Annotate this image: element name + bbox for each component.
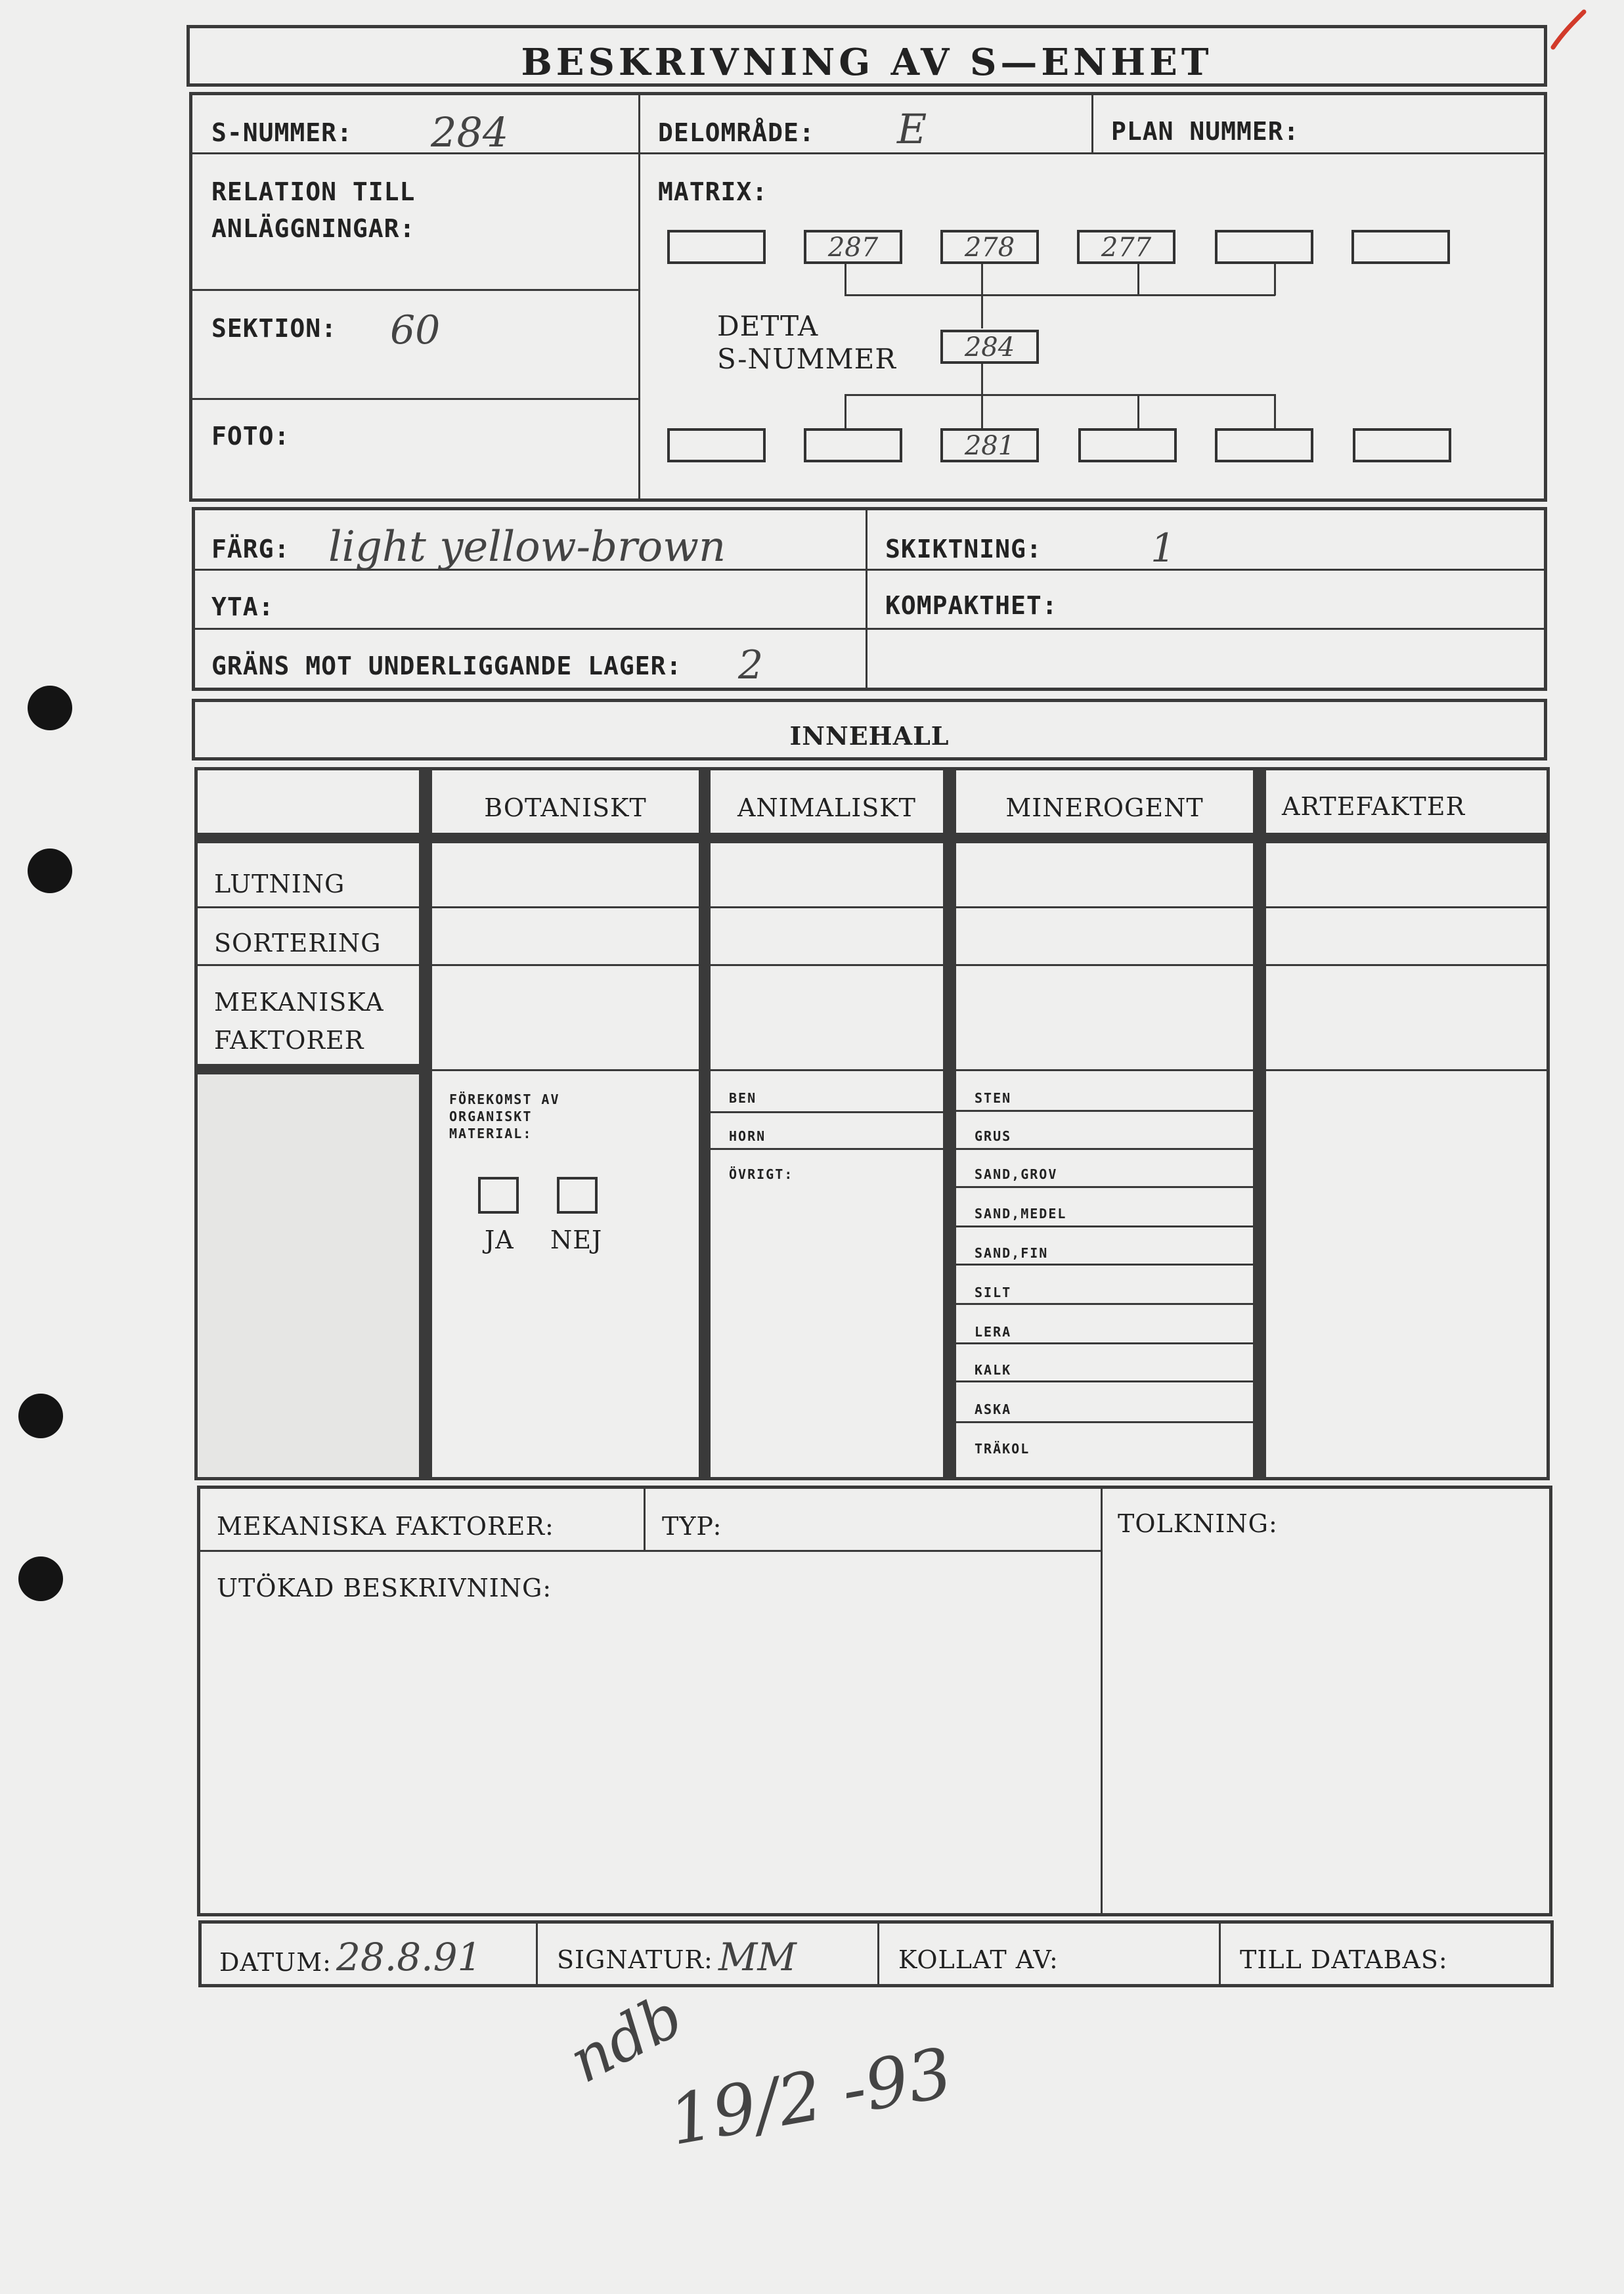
matrix-above-box [1351,230,1450,264]
skiktning-value: 1 [1151,525,1176,571]
s-nummer-value: 284 [431,108,509,156]
shaded-area [198,1074,419,1476]
datum-value: 28.8.91 [336,1935,482,1979]
grus-label: GRUS [975,1128,1012,1144]
grans-label: GRÄNS MOT UNDERLIGGANDE LAGER: [211,651,682,680]
grans-value: 2 [738,642,764,688]
column-header-minerogent: MINEROGENT [1005,793,1204,822]
yta-label: YTA: [211,592,274,621]
sektion-label: SEKTION: [211,314,338,343]
s-nummer-label: S-NUMMER: [211,118,353,147]
column-header-artefakter: ARTEFAKTER [1282,792,1466,821]
organiskt-label: ORGANISKT [449,1109,533,1124]
aska-label: ASKA [975,1401,1012,1417]
farg-label: FÄRG: [211,535,290,563]
mekaniska-faktorer-label: MEKANISKA FAKTORER: [217,1512,554,1541]
column-header-animaliskt: ANIMALISKT [737,793,917,822]
horn-label: HORN [729,1128,766,1144]
sand-grov-label: SAND,GROV [975,1166,1058,1182]
delomrade-value: E [897,105,927,153]
kalk-label: KALK [975,1362,1012,1378]
silt-label: SILT [975,1285,1012,1300]
ja-label: JA [485,1225,514,1254]
matrix-below-box [1078,428,1177,462]
signatur-label: SIGNATUR: [557,1945,713,1974]
matrix-above-box: 278 [940,230,1039,264]
detta-label: DETTA [717,310,819,342]
till-databas-label: TILL DATABAS: [1240,1945,1448,1974]
punch-hole [18,1394,63,1438]
nej-label: NEJ [550,1225,603,1254]
delomrade-label: DELOMRÅDE: [658,118,815,147]
nej-checkbox[interactable] [557,1177,598,1214]
matrix-below-box [804,428,902,462]
ja-checkbox[interactable] [478,1177,519,1214]
ovrigt-label: ÖVRIGT: [729,1166,794,1182]
anlaggningar-label: ANLÄGGNINGAR: [211,214,416,243]
innehall-title: INNEHALL [789,721,950,751]
lera-label: LERA [975,1324,1012,1340]
punch-hole [28,849,72,893]
sten-label: STEN [975,1090,1012,1106]
form-title: BESKRIVNING AV S—ENHET [521,41,1213,84]
trakol-label: TRÄKOL [975,1441,1030,1457]
punch-hole [28,686,72,730]
matrix-below-box: 281 [940,428,1039,462]
skiktning-label: SKIKTNING: [885,535,1042,563]
s-nummer-matrix-label: S-NUMMER [717,343,896,375]
matrix-below-box [1353,428,1451,462]
plan-nummer-label: PLAN NUMMER: [1111,117,1300,146]
kollat-av-label: KOLLAT AV: [898,1945,1059,1974]
datum-label: DATUM: [219,1948,332,1977]
row-label-mekaniska: MEKANISKA [214,988,384,1017]
matrix-below-box [667,428,766,462]
row-label-sortering: SORTERING [214,929,382,958]
foto-label: FOTO: [211,422,290,451]
relation-label: RELATION TILL [211,177,416,206]
sektion-value: 60 [390,307,441,353]
row-label-faktorer: FAKTORER [214,1026,364,1055]
matrix-current-box: 284 [940,330,1039,364]
sand-fin-label: SAND,FIN [975,1245,1049,1261]
signatur-value: MM [718,1935,797,1979]
ben-label: BEN [729,1090,757,1106]
annotation-date: 19/2 -93 [663,2032,958,2161]
column-header-botaniskt: BOTANISKT [484,793,647,822]
sand-medel-label: SAND,MEDEL [975,1206,1067,1222]
kompakthet-label: KOMPAKTHET: [885,591,1058,620]
matrix-below-box [1215,428,1313,462]
tolkning-label: TOLKNING: [1118,1509,1278,1538]
matrix-above-box [667,230,766,264]
typ-label: TYP: [662,1512,722,1541]
utokad-beskrivning-label: UTÖKAD BESKRIVNING: [217,1574,552,1602]
matrix-above-box [1215,230,1313,264]
matrix-above-box: 287 [804,230,902,264]
punch-hole [18,1556,63,1601]
forekomst-label: FÖREKOMST AV [449,1092,560,1107]
matrix-label: MATRIX: [658,177,768,206]
red-tick-mark [1550,7,1589,53]
annotation-initials: ndb [558,1979,694,2097]
row-label-lutning: LUTNING [214,870,345,898]
farg-value: light yellow-brown [328,523,726,571]
material-label: MATERIAL: [449,1126,533,1141]
matrix-above-box: 277 [1077,230,1175,264]
